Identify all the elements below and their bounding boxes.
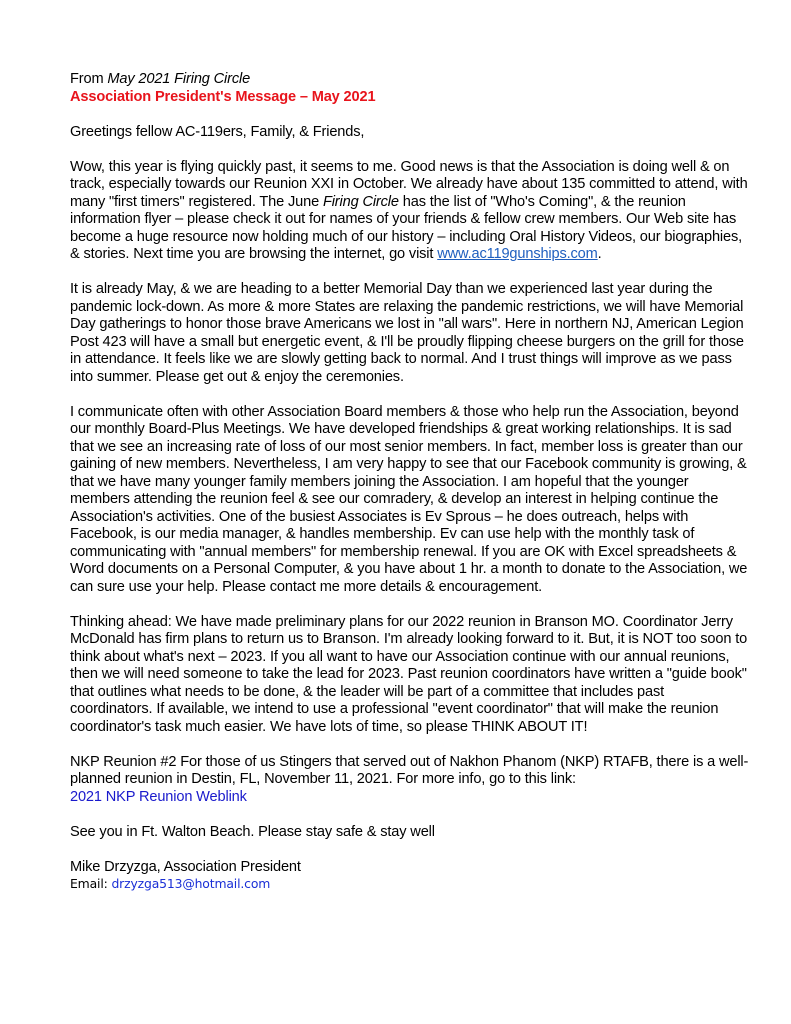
p1-end: . bbox=[597, 246, 602, 262]
paragraph-board-members: I communicate often with other Association Board members & those who help run the Association, beyond our monthly Board-Plus Meetings. We have developed friendships & great working relationships. It is sad that we see an increasing rate of loss of our most senior members. In fact, member loss is greater than our gaining of new members. Nevertheless, I am very happy to see that our Facebook community is growing, & that we have many younger family members joining the Association. I am hopeful that the younger members attending the reunion feel & see our comradery, & develop an interest in helping continue the Association's activities. One of the busiest Associates is Ev Sprous – he does outreach, helps with Facebook, is our media manager, & handles membership. Ev can use help with the monthly task of communicating with "annual members" for membership renewal. If you are OK with Excel spreadsheets & Word documents on a Personal Computer, & you have about 1 hr. a month to donate to the Association, we can sure use your help. Please contact me more details & encouragement. bbox=[70, 403, 748, 595]
p1-text-b: has the list of "Who's Coming", & the reunion information flyer – please check it out for names of your friends & fellow crew members. Our Web site has become a huge resource now holding much of our history – including Oral History Videos, our biographies, & stories. Next time you are browsing the internet, go visit bbox=[70, 193, 743, 262]
email-link[interactable]: drzyzga513@hotmail.com bbox=[111, 876, 271, 891]
website-link[interactable]: www.ac119gunships.com bbox=[437, 246, 598, 262]
p1-text-a: Wow, this year is flying quickly past, it seems to me. Good news is that the Association is doing well & on track, especially towards our Reunion XXI in October. We already have about 135 committed to attend, with many "first timers" registered. The June bbox=[70, 158, 748, 210]
email-label: Email: bbox=[70, 876, 112, 891]
closing-line: See you in Ft. Walton Beach. Please stay safe & stay well bbox=[70, 823, 435, 840]
source-publication: May 2021 Firing Circle bbox=[107, 71, 251, 87]
source-line bbox=[70, 71, 750, 89]
signature-email-line bbox=[70, 876, 750, 892]
nkp-reunion-link[interactable]: 2021 NKP Reunion Weblink bbox=[70, 788, 247, 805]
from-prefix: From bbox=[70, 71, 108, 87]
message-title: Association President's Message – May 2021 bbox=[70, 88, 376, 105]
p1-firing-circle: Firing Circle bbox=[322, 193, 399, 210]
paragraph-nkp-reunion bbox=[70, 754, 750, 807]
p5-text: NKP Reunion #2 For those of us Stingers that served out of Nakhon Phanom (NKP) RTAFB, there is a well-planned reunion in Destin, FL, November 11, 2021. For more info, go to this link: bbox=[70, 753, 749, 787]
signature-name: Mike Drzyzga, Association President bbox=[70, 858, 301, 875]
paragraph-thinking-ahead: Thinking ahead: We have made preliminary plans for our 2022 reunion in Branson MO. Coordinator Jerry McDonald has firm plans to return us to Branson. I'm already looking forward to it. But, it is NOT too soon to think about what's next – 2023. If you all want to have our Association continue with our annual reunions, then we will need someone to take the lead for 2023. Past reunion coordinators have written a "guide book" that outlines what needs to be done, & the leader will be part of a committee that includes past coordinators. If available, we intend to use a professional "event coordinator" that will make the reunion coordinator's task much easier. We have lots of time, so please THINK ABOUT IT! bbox=[70, 613, 748, 735]
document-page bbox=[70, 71, 750, 892]
paragraph-memorial-day: It is already May, & we are heading to a better Memorial Day than we experienced last year during the pandemic lock-down. As more & more States are relaxing the pandemic restrictions, we will have Memorial Day gatherings to honor those brave Americans we lost in "all wars". Here in northern NJ, American Legion Post 423 will have a small but energetic event, & I'll be proudly flipping cheese burgers on the grill for those in attendance. It feels like we are slowly getting back to normal. And I trust things will improve as we pass into summer. Please get out & enjoy the ceremonies. bbox=[70, 281, 744, 385]
greeting: Greetings fellow AC-119ers, Family, & Friends, bbox=[70, 123, 365, 140]
paragraph-reunion-news bbox=[70, 159, 750, 264]
